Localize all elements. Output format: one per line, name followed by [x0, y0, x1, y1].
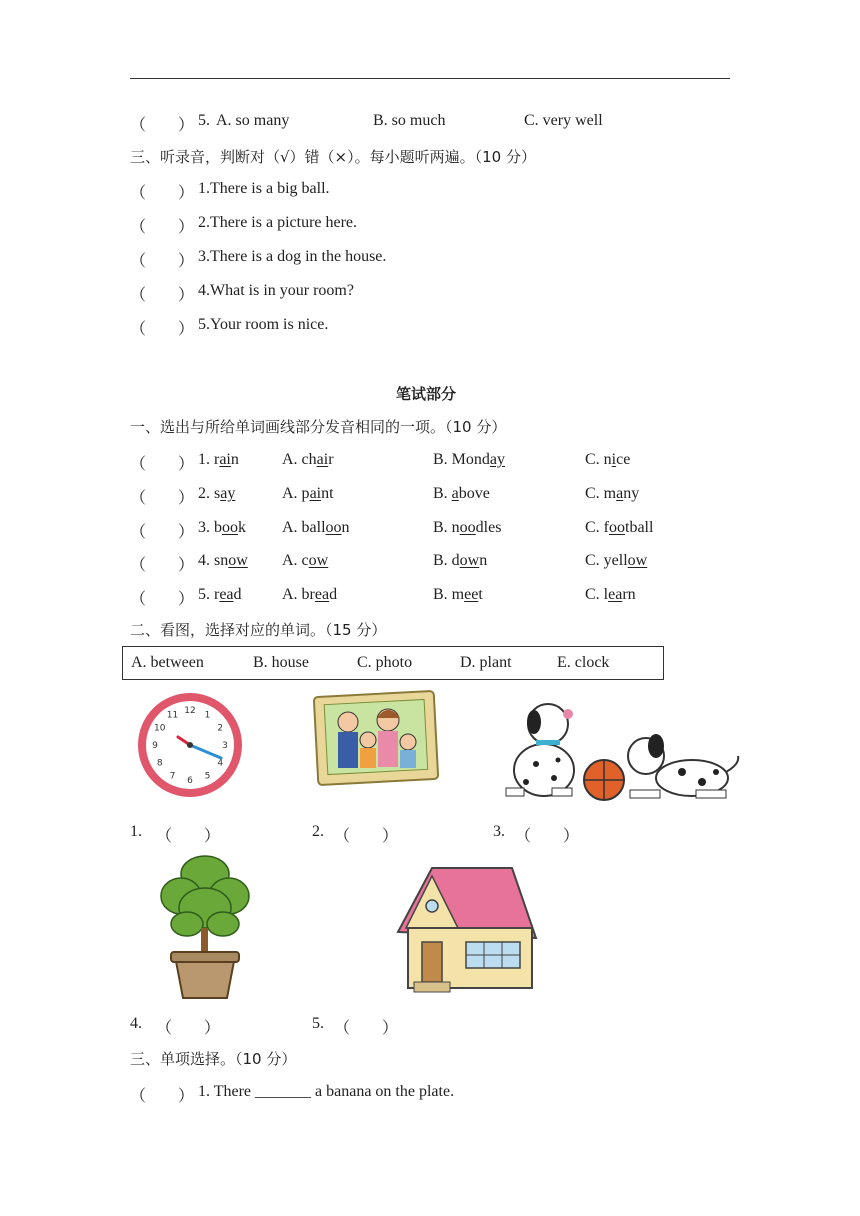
answer-paren: （ ） [130, 219, 195, 236]
word-prefix: C. m [585, 485, 617, 502]
word-prefix: B. n [433, 519, 460, 536]
underlined-sound: ai [219, 451, 231, 468]
word-prefix: C. n [585, 451, 612, 468]
clock-numeral: 5 [204, 771, 211, 782]
dogs-and-ball-picture [496, 700, 742, 806]
underlined-sound: a [451, 485, 459, 502]
clock-numeral: 8 [156, 758, 163, 769]
option-c [585, 519, 653, 537]
target-word [198, 552, 248, 570]
underlined-sound: oo [325, 519, 342, 536]
clock-numeral: 2 [217, 723, 224, 734]
option-a [282, 552, 328, 570]
clock-numeral: 4 [217, 758, 224, 769]
word-prefix: 3. b [198, 519, 222, 536]
clock-numeral: 3 [222, 741, 228, 751]
clock-numeral: 11 [166, 710, 179, 721]
answer-paren: （ ） [130, 117, 195, 134]
option-c [585, 451, 630, 469]
item-number: 2. [312, 823, 324, 840]
underlined-sound: oo [459, 519, 476, 536]
item-number: 1. [130, 823, 142, 840]
word-suffix: ce [616, 451, 631, 468]
answer-paren: （ ） [515, 828, 580, 845]
word-suffix: nt [321, 485, 334, 502]
word-suffix: n [479, 552, 488, 569]
word-prefix: 5. r [198, 586, 220, 603]
section-heading-pronunciation: 一、选出与所给单词画线部分发音相同的一项。（10 分） [130, 418, 507, 436]
word-suffix: bove [458, 485, 490, 502]
option-a [282, 519, 350, 537]
pronunciation-row [130, 519, 730, 543]
underlined-sound: a [616, 485, 624, 502]
option-c: C. very well [524, 112, 603, 129]
dog-right [628, 734, 738, 798]
underlined-sound: ay [489, 451, 506, 468]
item-text: 1.There is a big ball. [198, 180, 330, 197]
clock-numeral: 1 [204, 710, 211, 721]
pronunciation-row [130, 451, 730, 475]
word-suffix: dles [475, 519, 502, 536]
underlined-sound: oo [222, 519, 238, 536]
answer-paren: （ ） [130, 185, 195, 202]
answer-paren: （ ） [130, 456, 195, 473]
option-c [585, 586, 636, 604]
underlined-sound: ow [308, 552, 329, 569]
item-text: 4.What is in your room? [198, 282, 354, 299]
word-suffix: ny [623, 485, 640, 502]
section-heading-listen: 三、听录音，判断对（√）错（×）。每小题听两遍。（10 分） [130, 148, 536, 166]
dog-left [506, 704, 574, 796]
item-number: 5. [312, 1015, 324, 1032]
word-suffix: n [341, 519, 350, 536]
word-suffix: k [238, 519, 246, 536]
answer-paren: （ ） [130, 490, 195, 507]
underlined-sound: ay [220, 485, 236, 502]
answer-paren: （ ） [130, 1088, 195, 1105]
clock-numeral: 9 [152, 741, 158, 751]
word-suffix: r [328, 451, 334, 468]
underlined-sound: ow [228, 552, 248, 569]
word-suffix: n [230, 451, 239, 468]
word-suffix: d [329, 586, 338, 603]
answer-paren: （ ） [334, 828, 399, 845]
target-word [198, 586, 242, 604]
option-a [282, 451, 334, 469]
answer-paren: （ ） [156, 828, 221, 845]
underlined-sound: ow [459, 552, 480, 569]
header-rule [130, 78, 730, 79]
option-a [282, 485, 334, 503]
word-prefix: B. d [433, 552, 460, 569]
item-number: 3. [493, 823, 505, 840]
option-c [585, 552, 647, 570]
word-prefix: A. ball [282, 519, 326, 536]
door [422, 942, 442, 982]
word-prefix: A. p [282, 485, 310, 502]
underlined-sound: ee [464, 586, 479, 603]
target-word [198, 451, 239, 469]
word-prefix: 1. r [198, 451, 220, 468]
word-suffix: t [478, 586, 483, 603]
item-text: 3.There is a dog in the house. [198, 248, 387, 265]
item-text: 1. There _______ a banana on the plate. [198, 1083, 455, 1100]
clock-numeral: 12 [184, 706, 196, 716]
pronunciation-row [130, 586, 730, 610]
underlined-sound: oo [609, 519, 625, 536]
word-option: D. plant [460, 654, 512, 671]
pronunciation-row [130, 485, 730, 509]
plant-leaves [161, 856, 249, 936]
item-text: 2.There is a picture here. [198, 214, 358, 231]
word-option: A. between [131, 654, 204, 671]
option-b [433, 552, 487, 570]
word-prefix: B. [433, 485, 452, 502]
word-prefix: A. ch [282, 451, 317, 468]
underlined-sound: ea [608, 586, 623, 603]
word-bank [122, 646, 664, 680]
word-suffix: d [233, 586, 242, 603]
word-prefix: C. l [585, 586, 609, 603]
plant-picture [157, 852, 253, 1002]
underlined-sound: ow [627, 552, 648, 569]
answer-paren: （ ） [156, 1020, 221, 1037]
clock-numeral: 10 [153, 723, 166, 734]
option-b [433, 586, 483, 604]
option-a [282, 586, 337, 604]
option-b [433, 451, 505, 469]
underlined-sound: i [611, 451, 617, 468]
answer-paren: （ ） [130, 557, 195, 574]
answer-paren: （ ） [130, 591, 195, 608]
item-text: 5.Your room is nice. [198, 316, 329, 333]
underlined-sound: ea [219, 586, 234, 603]
option-b [433, 519, 501, 537]
option-b [433, 485, 490, 503]
word-option: E. clock [557, 654, 610, 671]
answer-paren: （ ） [130, 524, 195, 541]
clock-numeral: 6 [187, 776, 193, 786]
word-prefix: C. yell [585, 552, 628, 569]
section-heading-single-choice: 三、单项选择。（10 分） [130, 1050, 297, 1068]
option-a: A. so many [216, 112, 290, 129]
answer-paren: （ ） [130, 321, 195, 338]
word-prefix: B. m [433, 586, 465, 603]
answer-paren: （ ） [334, 1020, 399, 1037]
photo-picture [312, 690, 440, 786]
section-heading-pictures: 二、看图，选择对应的单词。（15 分） [130, 621, 387, 639]
word-prefix: A. c [282, 552, 309, 569]
underlined-sound: ai [309, 485, 322, 502]
underlined-sound: ea [314, 586, 330, 603]
pronunciation-row [130, 552, 730, 576]
target-word [198, 519, 246, 537]
clock-picture [135, 690, 245, 800]
option-b: B. so much [373, 112, 446, 129]
target-word [198, 485, 235, 503]
word-prefix: 4. sn [198, 552, 229, 569]
word-prefix: 2. s [198, 485, 221, 502]
word-prefix: B. Mond [433, 451, 490, 468]
word-option: B. house [253, 654, 309, 671]
word-prefix: C. f [585, 519, 609, 536]
item-number: 5. [198, 112, 210, 129]
answer-paren: （ ） [130, 253, 195, 270]
clock-numeral: 7 [169, 771, 176, 782]
word-suffix: tball [625, 519, 654, 536]
option-c [585, 485, 639, 503]
word-option: C. photo [357, 654, 413, 671]
word-prefix: A. br [282, 586, 315, 603]
underlined-sound: ai [316, 451, 329, 468]
written-part-title: 笔试部分 [396, 385, 457, 403]
house-picture [392, 862, 538, 998]
word-suffix: rn [622, 586, 636, 603]
listen-choice-item-5 [130, 112, 730, 136]
answer-paren: （ ） [130, 287, 195, 304]
item-number: 4. [130, 1015, 142, 1032]
